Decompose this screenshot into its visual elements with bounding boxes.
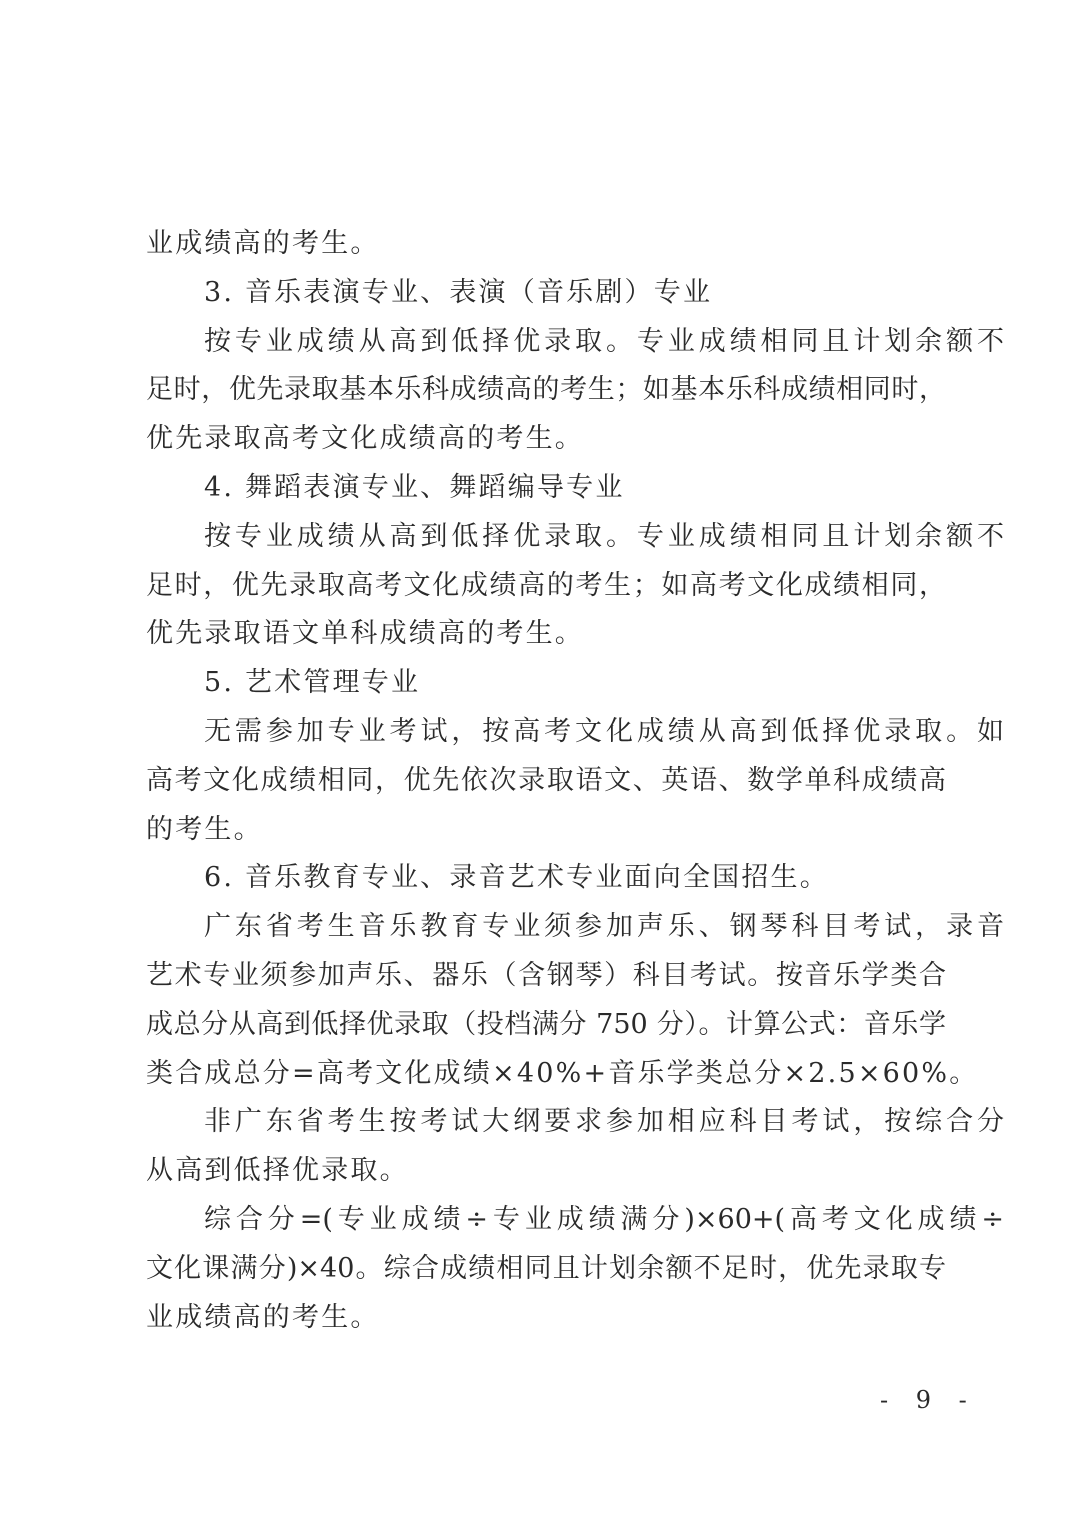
section-heading-3: 3. 音乐表演专业、表演（音乐剧）专业 bbox=[204, 276, 713, 308]
paragraph-line: 按专业成绩从高到低择优录取。专业成绩相同且计划余额不 bbox=[204, 520, 1004, 552]
page-number: - 9 - bbox=[880, 1386, 977, 1414]
paragraph-line: 文化课满分)×40。综合成绩相同且计划余额不足时，优先录取专 bbox=[146, 1252, 946, 1284]
paragraph-line: 无需参加专业考试，按高考文化成绩从高到低择优录取。如 bbox=[204, 715, 1004, 747]
document-body bbox=[146, 220, 1004, 1342]
paragraph-line: 足时，优先录取基本乐科成绩高的考生；如基本乐科成绩相同时， bbox=[146, 374, 946, 406]
paragraph-line: 业成绩高的考生。 bbox=[146, 1301, 380, 1333]
paragraph-line: 足时，优先录取高考文化成绩高的考生；如高考文化成绩相同， bbox=[146, 569, 946, 601]
section-heading-5: 5. 艺术管理专业 bbox=[204, 667, 421, 699]
paragraph-line: 高考文化成绩相同，优先依次录取语文、英语、数学单科成绩高 bbox=[146, 764, 946, 796]
paragraph-line: 非广东省考生按考试大纲要求参加相应科目考试，按综合分 bbox=[204, 1106, 1004, 1138]
section-heading-6: 6. 音乐教育专业、录音艺术专业面向全国招生。 bbox=[204, 862, 829, 894]
paragraph-line: 从高到低择优录取。 bbox=[146, 1155, 409, 1187]
paragraph-line: 广东省考生音乐教育专业须参加声乐、钢琴科目考试，录音 bbox=[204, 911, 1004, 943]
paragraph-line: 艺术专业须参加声乐、器乐（含钢琴）科目考试。按音乐学类合 bbox=[146, 959, 946, 991]
paragraph-line: 的考生。 bbox=[146, 813, 263, 845]
formula-line: 综合分=(专业成绩÷专业成绩满分)×60+(高考文化成绩÷ bbox=[204, 1203, 1004, 1235]
paragraph-line: 优先录取语文单科成绩高的考生。 bbox=[146, 618, 584, 650]
paragraph-line: 按专业成绩从高到低择优录取。专业成绩相同且计划余额不 bbox=[204, 325, 1004, 357]
paragraph-line: 优先录取高考文化成绩高的考生。 bbox=[146, 423, 584, 455]
formula-line: 类合成总分=高考文化成绩×40%+音乐学类总分×2.5×60%。 bbox=[146, 1057, 979, 1089]
section-heading-4: 4. 舞蹈表演专业、舞蹈编导专业 bbox=[204, 471, 625, 503]
paragraph-line: 业成绩高的考生。 bbox=[146, 228, 380, 259]
paragraph-line: 成总分从高到低择优录取（投档满分 750 分）。计算公式：音乐学 bbox=[146, 1008, 946, 1040]
